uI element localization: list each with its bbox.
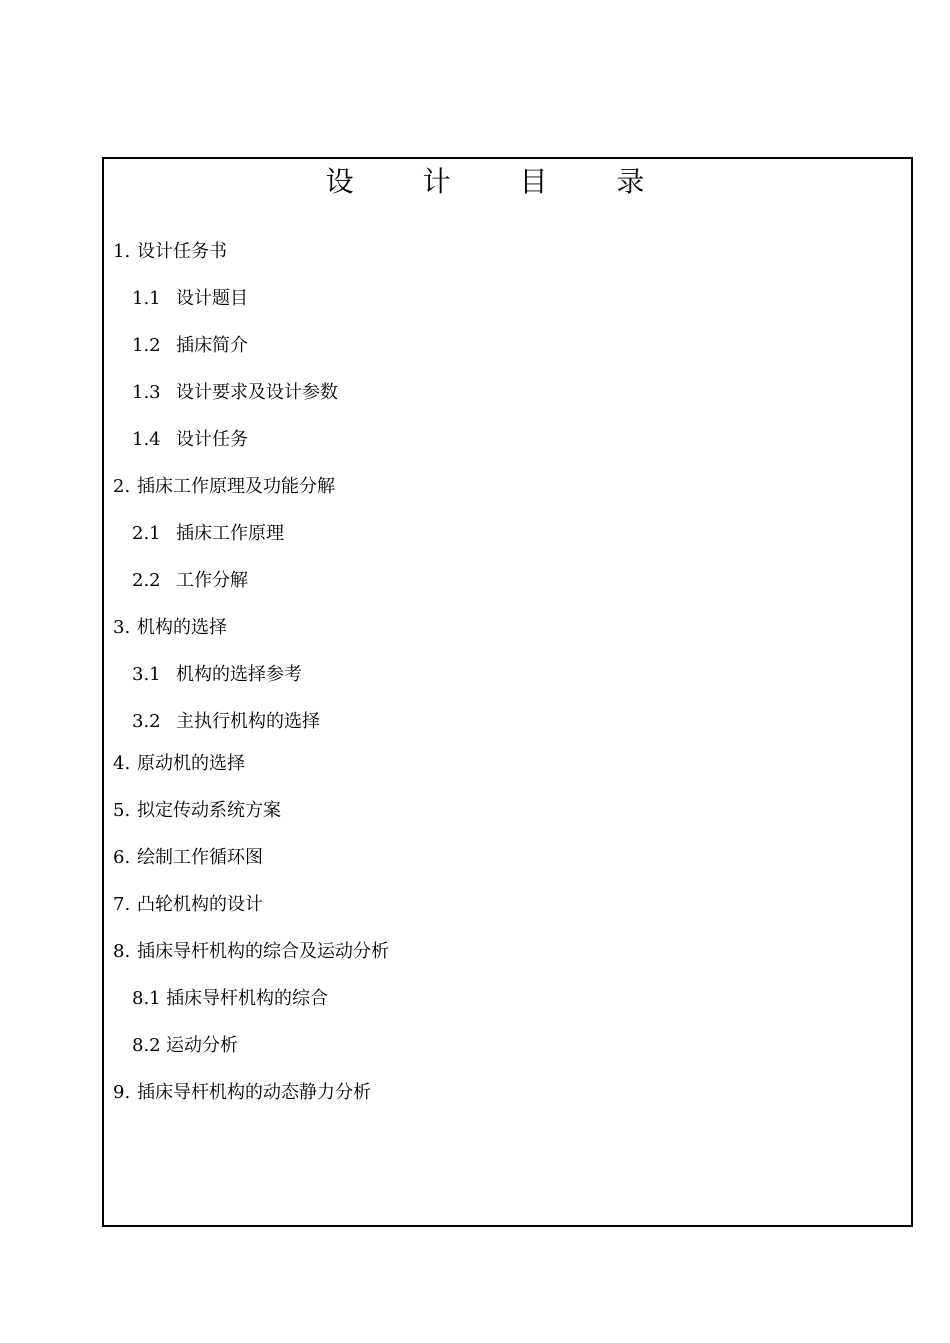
toc-number: 1. bbox=[113, 241, 131, 262]
toc-item-2 bbox=[113, 475, 335, 499]
toc-item-7 bbox=[113, 893, 263, 917]
toc-label: 机构的选择 bbox=[137, 617, 227, 638]
toc-number: 9. bbox=[113, 1082, 131, 1103]
toc-item-2-1 bbox=[132, 522, 284, 546]
toc-label: 插床简介 bbox=[176, 335, 248, 356]
toc-item-1-1 bbox=[132, 287, 248, 311]
toc-number: 8.1 bbox=[132, 988, 161, 1009]
toc-number: 6. bbox=[113, 847, 131, 868]
toc-label: 插床导杆机构的综合 bbox=[166, 988, 328, 1009]
toc-item-8 bbox=[113, 940, 389, 964]
toc-label: 设计题目 bbox=[176, 288, 248, 309]
toc-item-1-4 bbox=[132, 428, 248, 452]
toc-label: 拟定传动系统方案 bbox=[137, 800, 281, 821]
toc-item-1-3 bbox=[132, 381, 338, 405]
toc-item-3-2 bbox=[132, 710, 320, 734]
toc-number: 8.2 bbox=[132, 1035, 161, 1056]
toc-label: 运动分析 bbox=[166, 1035, 238, 1056]
toc-item-1-2 bbox=[132, 334, 248, 358]
toc-number: 5. bbox=[113, 800, 131, 821]
toc-item-9 bbox=[113, 1081, 371, 1105]
toc-number: 2. bbox=[113, 476, 131, 497]
toc-number: 3.1 bbox=[132, 664, 161, 685]
toc-label: 原动机的选择 bbox=[137, 753, 245, 774]
toc-item-2-2 bbox=[132, 569, 248, 593]
toc-label: 插床工作原理及功能分解 bbox=[137, 476, 335, 497]
toc-number: 4. bbox=[113, 753, 131, 774]
toc-item-4 bbox=[113, 752, 245, 776]
toc-item-8-2 bbox=[132, 1034, 238, 1058]
toc-item-8-1 bbox=[132, 987, 328, 1011]
page-title: 设 计 目 录 bbox=[325, 165, 675, 198]
toc-label: 设计要求及设计参数 bbox=[176, 382, 338, 403]
toc-number: 1.2 bbox=[132, 335, 161, 356]
toc-label: 插床导杆机构的综合及运动分析 bbox=[137, 941, 389, 962]
toc-label: 设计任务书 bbox=[137, 241, 227, 262]
toc-label: 插床导杆机构的动态静力分析 bbox=[137, 1082, 371, 1103]
toc-item-3 bbox=[113, 616, 227, 640]
toc-number: 1.3 bbox=[132, 382, 161, 403]
toc-label: 凸轮机构的设计 bbox=[137, 894, 263, 915]
toc-item-1 bbox=[113, 240, 227, 264]
toc-label: 绘制工作循环图 bbox=[137, 847, 263, 868]
toc-number: 7. bbox=[113, 894, 131, 915]
toc-label: 主执行机构的选择 bbox=[176, 711, 320, 732]
toc-item-3-1 bbox=[132, 663, 302, 687]
toc-number: 8. bbox=[113, 941, 131, 962]
toc-frame bbox=[102, 157, 913, 1227]
toc-label: 工作分解 bbox=[176, 570, 248, 591]
toc-item-5 bbox=[113, 799, 281, 823]
toc-number: 2.2 bbox=[132, 570, 161, 591]
toc-label: 机构的选择参考 bbox=[176, 664, 302, 685]
toc-number: 3.2 bbox=[132, 711, 161, 732]
toc-item-6 bbox=[113, 846, 263, 870]
toc-number: 1.4 bbox=[132, 429, 161, 450]
toc-label: 插床工作原理 bbox=[176, 523, 284, 544]
toc-number: 1.1 bbox=[132, 288, 161, 309]
toc-number: 3. bbox=[113, 617, 131, 638]
toc-label: 设计任务 bbox=[176, 429, 248, 450]
toc-number: 2.1 bbox=[132, 523, 161, 544]
